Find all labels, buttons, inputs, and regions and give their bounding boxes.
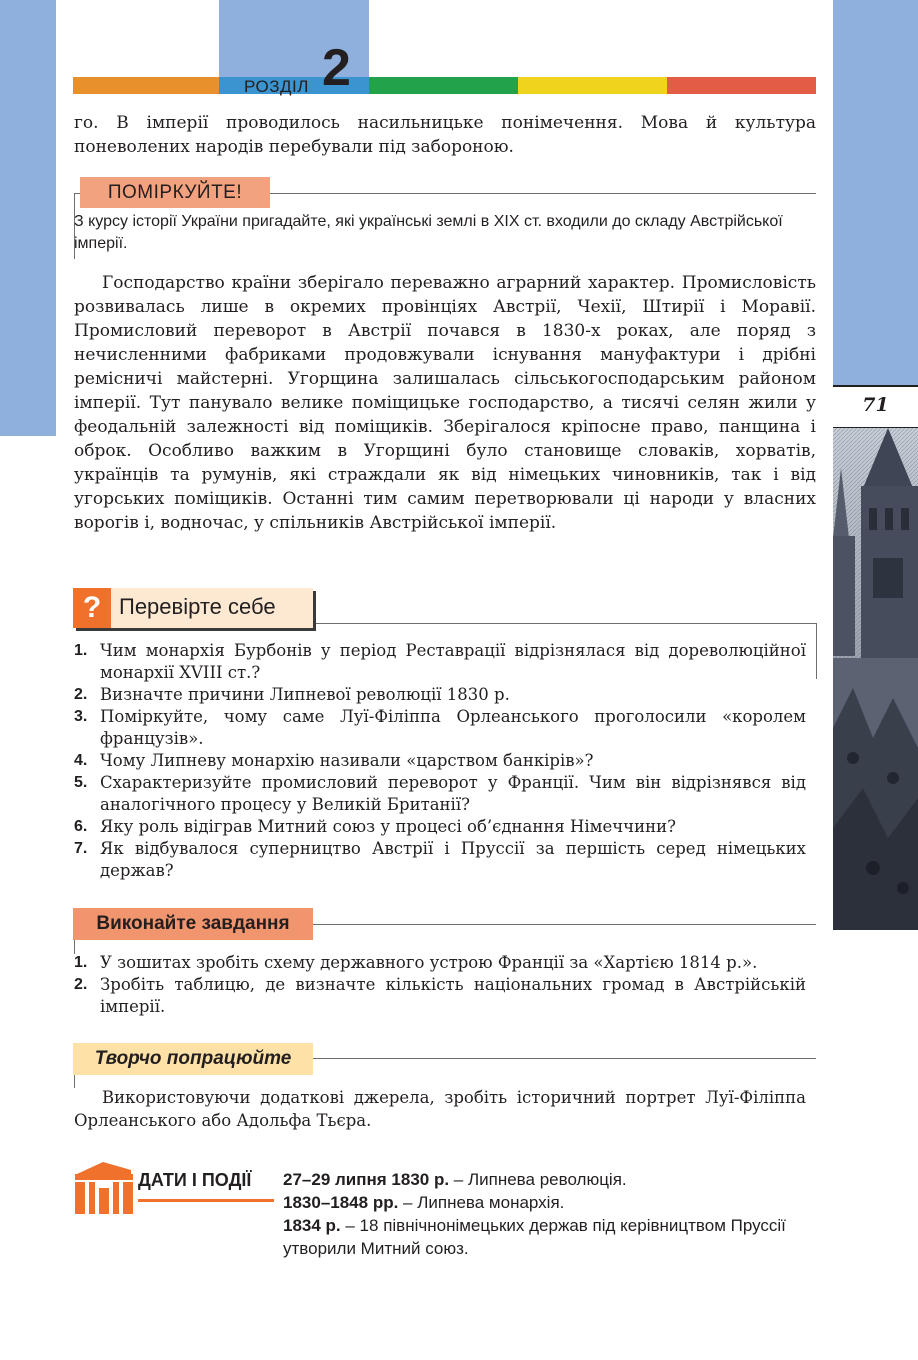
list-item: [74, 952, 806, 974]
strip-segment-red: [667, 77, 816, 94]
event-text: – Липнева монархія.: [398, 1193, 565, 1212]
question-text: Чим монархія Бурбонів у період Реставрації відрізнялася від дореволюційної монархії XVIII ст.?: [100, 641, 806, 682]
list-item: [283, 1168, 843, 1191]
intro-paragraph: [74, 111, 816, 159]
event-text: – Липнева революція.: [449, 1170, 627, 1189]
strip-segment-yellow: [518, 77, 667, 94]
question-text: Схарактеризуйте промисловий переворот у Франції. Чим він відрізнявся від аналогічного процесу у Великій Британії?: [100, 773, 806, 814]
question-text: Чому Липневу монархію називали «царством банкірів»?: [100, 751, 594, 770]
main-paragraph: [74, 271, 816, 535]
creative-label: Творчо попрацюйте: [73, 1043, 313, 1075]
question-text: Визначте причини Липневої революції 1830 р.: [100, 685, 510, 704]
question-number: 6.: [74, 818, 88, 835]
dates-underline: [138, 1199, 274, 1202]
task-number: 2.: [74, 976, 88, 993]
strip-segment-orange: [73, 77, 219, 94]
page-number-rule-top: [833, 385, 918, 387]
list-item: [74, 750, 806, 772]
dates-list: [283, 1168, 843, 1260]
tasks-label: Виконайте завдання: [73, 908, 313, 940]
creative-paragraph: [74, 1086, 806, 1132]
list-item: [74, 772, 806, 816]
event-text: – 18 північнонімецьких держав під керівництвом Пруссії утворили Митний союз.: [283, 1216, 786, 1258]
intro-text: го. В імперії проводилось насильницьке понімечення. Мова й культура поневолених народів перебували під забороною.: [74, 113, 816, 157]
question-text: Як відбувалося суперництво Австрії і Пруссії за першість серед німецьких держав?: [100, 839, 806, 880]
check-box-right-border: [816, 623, 817, 679]
list-item: [74, 974, 806, 1018]
think-box-rule-right: [270, 193, 816, 194]
strip-segment-green: [369, 77, 518, 94]
list-item: [74, 706, 806, 750]
list-item: [74, 640, 806, 684]
question-number: 1.: [74, 642, 88, 659]
question-number: 5.: [74, 774, 88, 791]
question-number: 4.: [74, 752, 88, 769]
question-number: 3.: [74, 708, 88, 725]
creative-text: Використовуючи додаткові джерела, зробіть історичний портрет Луї-Філіппа Орлеанського або Адольфа Тьєра.: [74, 1088, 806, 1130]
task-number: 1.: [74, 954, 88, 971]
building-arch-icon: [73, 1160, 133, 1214]
event-date: 1834 р.: [283, 1216, 341, 1235]
questions-list: [74, 640, 806, 882]
question-mark-icon: ?: [73, 588, 111, 628]
section-label: РОЗДІЛ: [244, 77, 309, 96]
dates-label: ДАТИ І ПОДІЇ: [138, 1170, 252, 1190]
list-item: [74, 684, 806, 706]
right-margin-band: [833, 0, 918, 385]
check-yourself-label: Перевірте себе: [119, 594, 276, 619]
event-date: 1830–1848 рр.: [283, 1193, 399, 1212]
think-box-text: З курсу історії України пригадайте, які українські землі в XIX ст. входили до складу Австрійської імперії.: [74, 213, 783, 252]
main-paragraph-text: Господарство країни зберігало переважно аграрний характер. Промисловість розвивалась лише в окремих провінціях Австрії, Чехії, Штирії і Моравії. Промисловий переворот в Австрії почався в 1830-х роках, але поряд з нечисленними фабриками продовжували існування мануфактури і дрібні ремісничі майстерні. Угорщина залишалась сільськогосподарським районом імперії. Тут панувало велике поміщицьке господарство, а тисячі селян жили у феодальній залежності від поміщиків. Зберігалося кріпосне право, панщина і оброк. Особливо важким в Угорщині було становище словаків, хорватів, українців та румунів, які страждали як від німецьких чиновників, так і від угорських поміщиків. Останні тим самим перетворювали ці народи у власних ворогів і, водночас, у спільників Австрійської імперії.: [74, 273, 816, 533]
tasks-list: [74, 952, 806, 1018]
list-item: [283, 1191, 843, 1214]
think-box-label: ПОМІРКУЙТЕ!: [80, 177, 270, 208]
question-number: 2.: [74, 686, 88, 703]
task-text: Зробіть таблицю, де визначте кількість національних громад в Австрійській імперії.: [100, 975, 806, 1016]
section-number: 2: [322, 39, 351, 97]
list-item: [74, 816, 806, 838]
list-item: [74, 838, 806, 882]
question-number: 7.: [74, 840, 88, 857]
question-text: Поміркуйте, чому саме Луї-Філіппа Орлеанського проголосили «королем французів».: [100, 707, 806, 748]
event-date: 27–29 липня 1830 р.: [283, 1170, 450, 1189]
page-number: 71: [862, 394, 889, 416]
question-text: Яку роль відіграв Митний союз у процесі об’єднання Німеччини?: [100, 817, 676, 836]
task-text: У зошитах зробіть схему державного устрою Франції за «Хартією 1814 р.».: [100, 953, 758, 972]
left-margin-band: [0, 0, 56, 436]
city-engraving-image: [833, 428, 918, 930]
list-item: [283, 1214, 843, 1260]
check-box-rule-top: [313, 623, 816, 624]
